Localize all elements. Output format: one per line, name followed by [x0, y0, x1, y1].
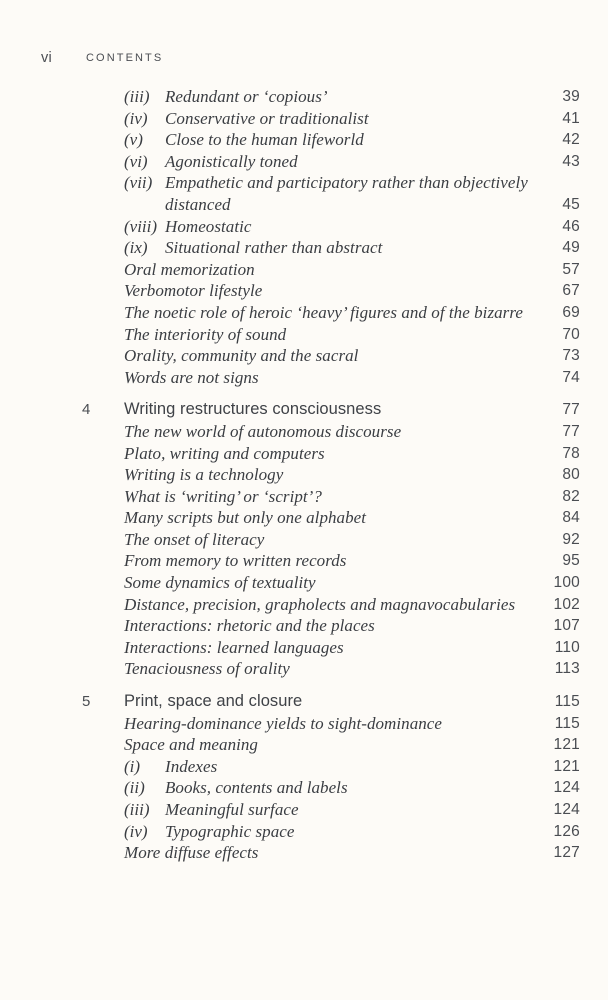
entry-label: Oral memorization [124, 259, 255, 279]
entry-page-number: 82 [562, 487, 580, 505]
entry-marker: (vii) [124, 173, 153, 193]
entry-page-number: 57 [562, 260, 580, 278]
page-title: CONTENTS [86, 52, 164, 64]
entry-page-number: 100 [553, 574, 580, 592]
entry-label: Situational rather than abstract [165, 238, 383, 258]
entry-page-number: 107 [553, 617, 580, 635]
entry-page-number: 121 [553, 757, 580, 775]
toc-entry-row[interactable] [0, 756, 608, 778]
entry-label: More diffuse effects [124, 843, 259, 863]
entry-marker: (ii) [124, 778, 145, 798]
entry-page-number: 73 [562, 347, 580, 365]
entry-page-number: 69 [562, 303, 580, 321]
toc-entry-row[interactable] [0, 151, 608, 173]
table-of-contents [0, 86, 608, 864]
entry-page-number: 46 [562, 217, 580, 235]
entry-label: Empathetic and participatory rather than objectively distanced [165, 173, 528, 214]
entry-marker: (iii) [124, 87, 150, 106]
entry-page-number: 70 [562, 325, 580, 343]
entry-label: The new world of autonomous discourse [124, 421, 402, 441]
entry-page-number: 92 [562, 530, 580, 548]
toc-entry-row[interactable] [0, 129, 608, 151]
entry-label: Interactions: learned languages [124, 637, 344, 657]
entry-label: Hearing-dominance yields to sight-dominance [124, 713, 443, 733]
entry-page-number: 42 [562, 131, 580, 149]
toc-entry-row[interactable] [0, 658, 608, 680]
toc-entry-row[interactable] [0, 237, 608, 259]
entry-page-number: 45 [562, 195, 580, 213]
toc-entry-row[interactable] [0, 172, 608, 215]
chapter-page-number: 77 [562, 401, 580, 419]
chapter-number: 5 [82, 693, 91, 711]
toc-entry-row[interactable] [0, 821, 608, 843]
toc-entry-row[interactable] [0, 421, 608, 443]
entry-label: Plato, writing and computers [124, 443, 325, 463]
page-folio: vi [41, 50, 53, 66]
entry-page-number: 95 [562, 552, 580, 570]
entry-label: Tenaciousness of orality [124, 659, 290, 679]
toc-entry-row[interactable] [0, 799, 608, 821]
toc-entry-row[interactable] [0, 464, 608, 486]
entry-label: Space and meaning [124, 735, 258, 755]
entry-page-number: 124 [553, 801, 580, 818]
toc-entry-row[interactable] [0, 443, 608, 465]
entry-label: Indexes [165, 756, 218, 776]
entry-label: Books, contents and labels [165, 778, 348, 798]
entry-label: Distance, precision, grapholects and magnavocabularies [124, 594, 516, 614]
entry-page-number: 49 [562, 239, 580, 257]
entry-label: Writing is a technology [124, 465, 284, 485]
toc-entry-row[interactable] [0, 280, 608, 302]
entry-label: Orality, community and the sacral [124, 346, 359, 366]
entry-page-number: 121 [553, 736, 580, 754]
entry-page-number: 110 [554, 638, 580, 656]
entry-page-number: 74 [562, 368, 580, 386]
toc-entry-row[interactable] [0, 302, 608, 324]
chapter-group [0, 691, 608, 864]
entry-marker: (iii) [124, 800, 150, 819]
entry-label: The onset of literacy [124, 529, 265, 549]
entry-page-number: 43 [562, 152, 580, 170]
chapter-group [0, 86, 608, 388]
entry-page-number: 113 [554, 660, 580, 678]
entry-label: Verbomotor lifestyle [124, 281, 263, 301]
entry-page-number: 102 [553, 595, 580, 613]
toc-entry-row[interactable] [0, 615, 608, 637]
entry-page-number: 67 [562, 282, 580, 300]
chapter-title: Writing restructures consciousness [124, 400, 382, 419]
entry-label: Conservative or traditionalist [165, 108, 369, 128]
toc-entry-row[interactable] [0, 594, 608, 616]
chapter-number: 4 [82, 401, 91, 419]
entry-page-number: 77 [562, 422, 580, 440]
entry-label: Many scripts but only one alphabet [124, 508, 367, 528]
toc-entry-row[interactable] [0, 259, 608, 281]
toc-entry-row[interactable] [0, 507, 608, 529]
chapter-group [0, 399, 608, 680]
entry-label: The interiority of sound [124, 324, 287, 344]
entry-marker: (vi) [124, 151, 148, 171]
entry-label: What is ‘writing’ or ‘script’? [124, 486, 322, 506]
entry-page-number: 115 [554, 714, 580, 732]
entry-label: Words are not signs [124, 367, 259, 387]
entry-marker: (iv) [124, 108, 148, 128]
toc-entry-row[interactable] [0, 86, 608, 108]
toc-entry-row[interactable] [0, 324, 608, 346]
entry-page-number: 41 [562, 109, 580, 127]
toc-entry-row[interactable] [0, 216, 608, 238]
entry-page-number: 80 [562, 466, 580, 484]
toc-entry-row[interactable] [0, 367, 608, 389]
toc-entry-row[interactable] [0, 637, 608, 659]
toc-entry-row[interactable] [0, 777, 608, 799]
entry-label: From memory to written records [124, 551, 347, 571]
entry-label: Close to the human lifeworld [165, 130, 364, 150]
toc-entry-row[interactable] [0, 108, 608, 130]
toc-entry-row[interactable] [0, 734, 608, 756]
entry-marker: (v) [124, 130, 143, 150]
entry-page-number: 39 [562, 88, 580, 105]
chapter-title: Print, space and closure [124, 692, 303, 711]
entry-marker: (i) [124, 756, 141, 776]
entry-label: Agonistically toned [165, 151, 298, 171]
entry-page-number: 127 [553, 844, 580, 862]
toc-entry-row[interactable] [0, 713, 608, 735]
entry-marker: (ix) [124, 238, 148, 258]
running-head [0, 50, 608, 70]
entry-label: Homeostatic [165, 216, 252, 236]
toc-entry-row[interactable] [0, 529, 608, 551]
entry-page-number: 78 [562, 444, 580, 462]
entry-label: Redundant or ‘copious’ [165, 87, 328, 106]
entry-label: Some dynamics of textuality [124, 573, 316, 593]
chapter-page-number: 115 [554, 693, 580, 711]
toc-entry-row[interactable] [0, 345, 608, 367]
entry-label: Meaningful surface [165, 800, 299, 819]
toc-entry-row[interactable] [0, 842, 608, 864]
entry-marker: (iv) [124, 821, 148, 841]
entry-label: The noetic role of heroic ‘heavy’ figures and of the bizarre [124, 302, 523, 322]
toc-entry-row[interactable] [0, 572, 608, 594]
chapter-heading-row[interactable] [0, 691, 608, 713]
entry-page-number: 124 [553, 779, 580, 797]
chapter-heading-row[interactable] [0, 399, 608, 421]
toc-entry-row[interactable] [0, 486, 608, 508]
entry-page-number: 126 [553, 822, 580, 840]
entry-label: Typographic space [165, 821, 295, 841]
toc-entry-row[interactable] [0, 550, 608, 572]
entry-marker: (viii) [124, 216, 158, 236]
entry-label: Interactions: rhetoric and the places [124, 616, 375, 636]
entry-page-number: 84 [562, 509, 580, 527]
